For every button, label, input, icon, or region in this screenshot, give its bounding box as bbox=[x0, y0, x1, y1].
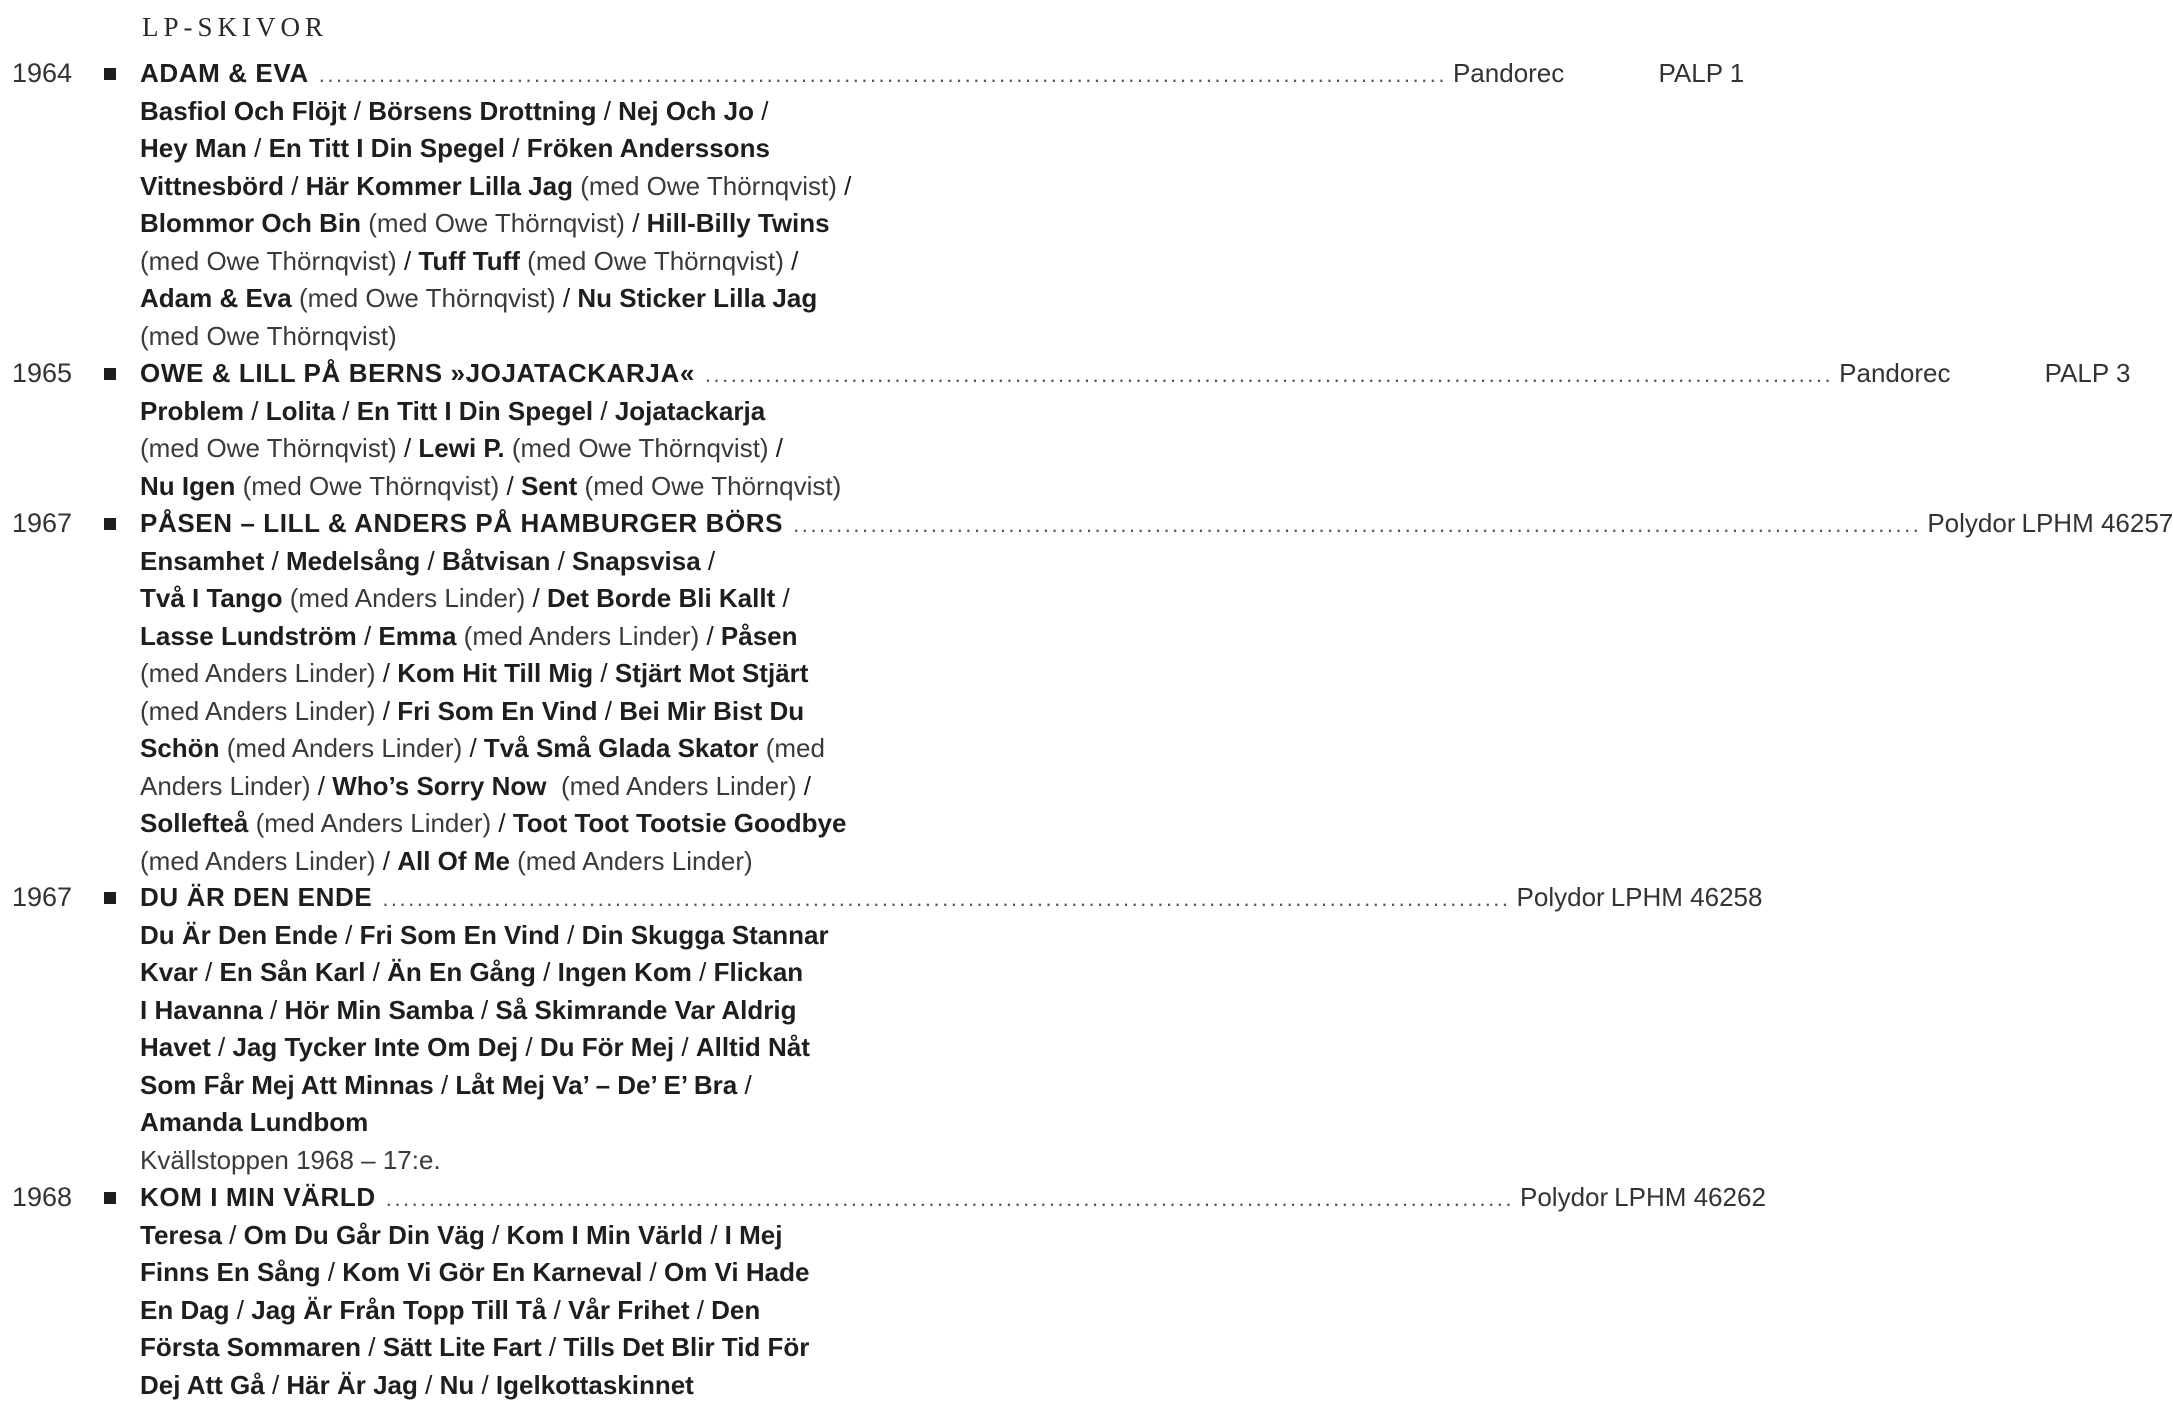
square-bullet-icon bbox=[104, 518, 116, 530]
dot-leader: ................................................................................................................................... bbox=[319, 56, 1447, 94]
track-list: Teresa / Om Du Går Din Väg / Kom I Min Värld / I Mej Finns En Sång / Kom Vi Gör En Karneval / Om Vi Hade En Dag / Jag Är Från Topp Till Tå / Vår Frihet / Den Första Sommaren / Sätt Lite Fart / Tills Det Blir Tid För Dej Att Gå / Här Är Jag / Nu / Igelkottaskinnet bbox=[140, 1217, 940, 1404]
dot-leader: ................................................................................................................................... bbox=[386, 1180, 1514, 1218]
title-line bbox=[140, 1179, 1262, 1217]
dot-leader: ................................................................................................................................... bbox=[793, 506, 1921, 544]
album-title: DU ÄR DEN ENDE bbox=[140, 879, 372, 917]
square-bullet-icon bbox=[104, 1192, 116, 1204]
release-year: 1967 bbox=[12, 879, 72, 917]
title-line bbox=[140, 505, 1262, 543]
square-bullet-icon bbox=[104, 368, 116, 380]
title-line bbox=[140, 355, 1262, 393]
track-list bbox=[140, 917, 940, 1180]
release-year: 1968 bbox=[12, 1179, 72, 1217]
catalog-number: LPHM 46258 bbox=[1611, 879, 1763, 917]
catalog-number: LPHM 46257 bbox=[2022, 505, 2173, 543]
record-label: Polydor bbox=[1927, 505, 2015, 543]
album-title: KOM I MIN VÄRLD bbox=[140, 1179, 376, 1217]
record-label: Pandorec bbox=[1453, 55, 1564, 93]
track-list: Basfiol Och Flöjt / Börsens Drottning / Nej Och Jo / Hey Man / En Titt I Din Spegel / Fröken Anderssons Vittnesbörd / Här Kommer Lilla Jag (med Owe Thörnqvist) / Blommor Och Bin (med Owe Thörnqvist) / Hill-Billy Twins (med Owe Thörnqvist) / Tuff Tuff (med Owe Thörnqvist) / Adam & Eva (med Owe Thörnqvist) / Nu Sticker Lilla Jag (med Owe Thörnqvist) bbox=[140, 93, 940, 356]
track-list-body: Du Är Den Ende / Fri Som En Vind / Din Skugga Stannar Kvar / En Sån Karl / Än En Gång / Ingen Kom / Flickan I Havanna / Hör Min Samba / Så Skimrande Var Aldrig Havet / Jag Tycker Inte Om Dej / Du För Mej / Alltid Nåt Som Får Mej Att Minnas / Låt Mej Va’ – De’ E’ Bra / Amanda Lundbom bbox=[140, 917, 940, 1142]
record-label: Polydor bbox=[1520, 1179, 1608, 1217]
release-year: 1964 bbox=[12, 55, 72, 93]
title-line bbox=[140, 879, 1262, 917]
track-list: Problem / Lolita / En Titt I Din Spegel / Jojatackarja (med Owe Thörnqvist) / Lewi P. (med Owe Thörnqvist) / Nu Igen (med Owe Thörnqvist) / Sent (med Owe Thörnqvist) bbox=[140, 393, 940, 506]
section-heading: LP-SKIVOR bbox=[142, 12, 328, 43]
album-title: ADAM & EVA bbox=[140, 55, 309, 93]
release-year: 1967 bbox=[12, 505, 72, 543]
release-year: 1965 bbox=[12, 355, 72, 393]
track-list: Ensamhet / Medelsång / Båtvisan / Snapsvisa / Två I Tango (med Anders Linder) / Det Borde Bli Kallt / Lasse Lundström / Emma (med Anders Linder) / Påsen (med Anders Linder) / Kom Hit Till Mig / Stjärt Mot Stjärt (med Anders Linder) / Fri Som En Vind / Bei Mir Bist Du Schön (med Anders Linder) / Två Små Glada Skator (med Anders Linder) / Who’s Sorry Now (med Anders Linder) / Sollefteå (med Anders Linder) / Toot Toot Tootsie Goodbye (med Anders Linder) / All Of Me (med Anders Linder) bbox=[140, 543, 940, 881]
catalog-number: PALP 1 bbox=[1564, 55, 1744, 93]
record-label: Pandorec bbox=[1839, 355, 1950, 393]
record-label: Polydor bbox=[1517, 879, 1605, 917]
square-bullet-icon bbox=[104, 892, 116, 904]
catalog-number: PALP 3 bbox=[1950, 355, 2130, 393]
dot-leader: ................................................................................................................................... bbox=[382, 880, 1510, 918]
catalog-number: LPHM 46262 bbox=[1614, 1179, 1766, 1217]
dot-leader: ................................................................................................................................... bbox=[705, 356, 1833, 394]
album-title: PÅSEN – LILL & ANDERS PÅ HAMBURGER BÖRS bbox=[140, 505, 783, 543]
chart-position-note: Kvällstoppen 1968 – 17:e. bbox=[140, 1142, 940, 1180]
square-bullet-icon bbox=[104, 68, 116, 80]
title-line bbox=[140, 55, 1262, 93]
album-title: OWE & LILL PÅ BERNS »JOJATACKARJA« bbox=[140, 355, 695, 393]
